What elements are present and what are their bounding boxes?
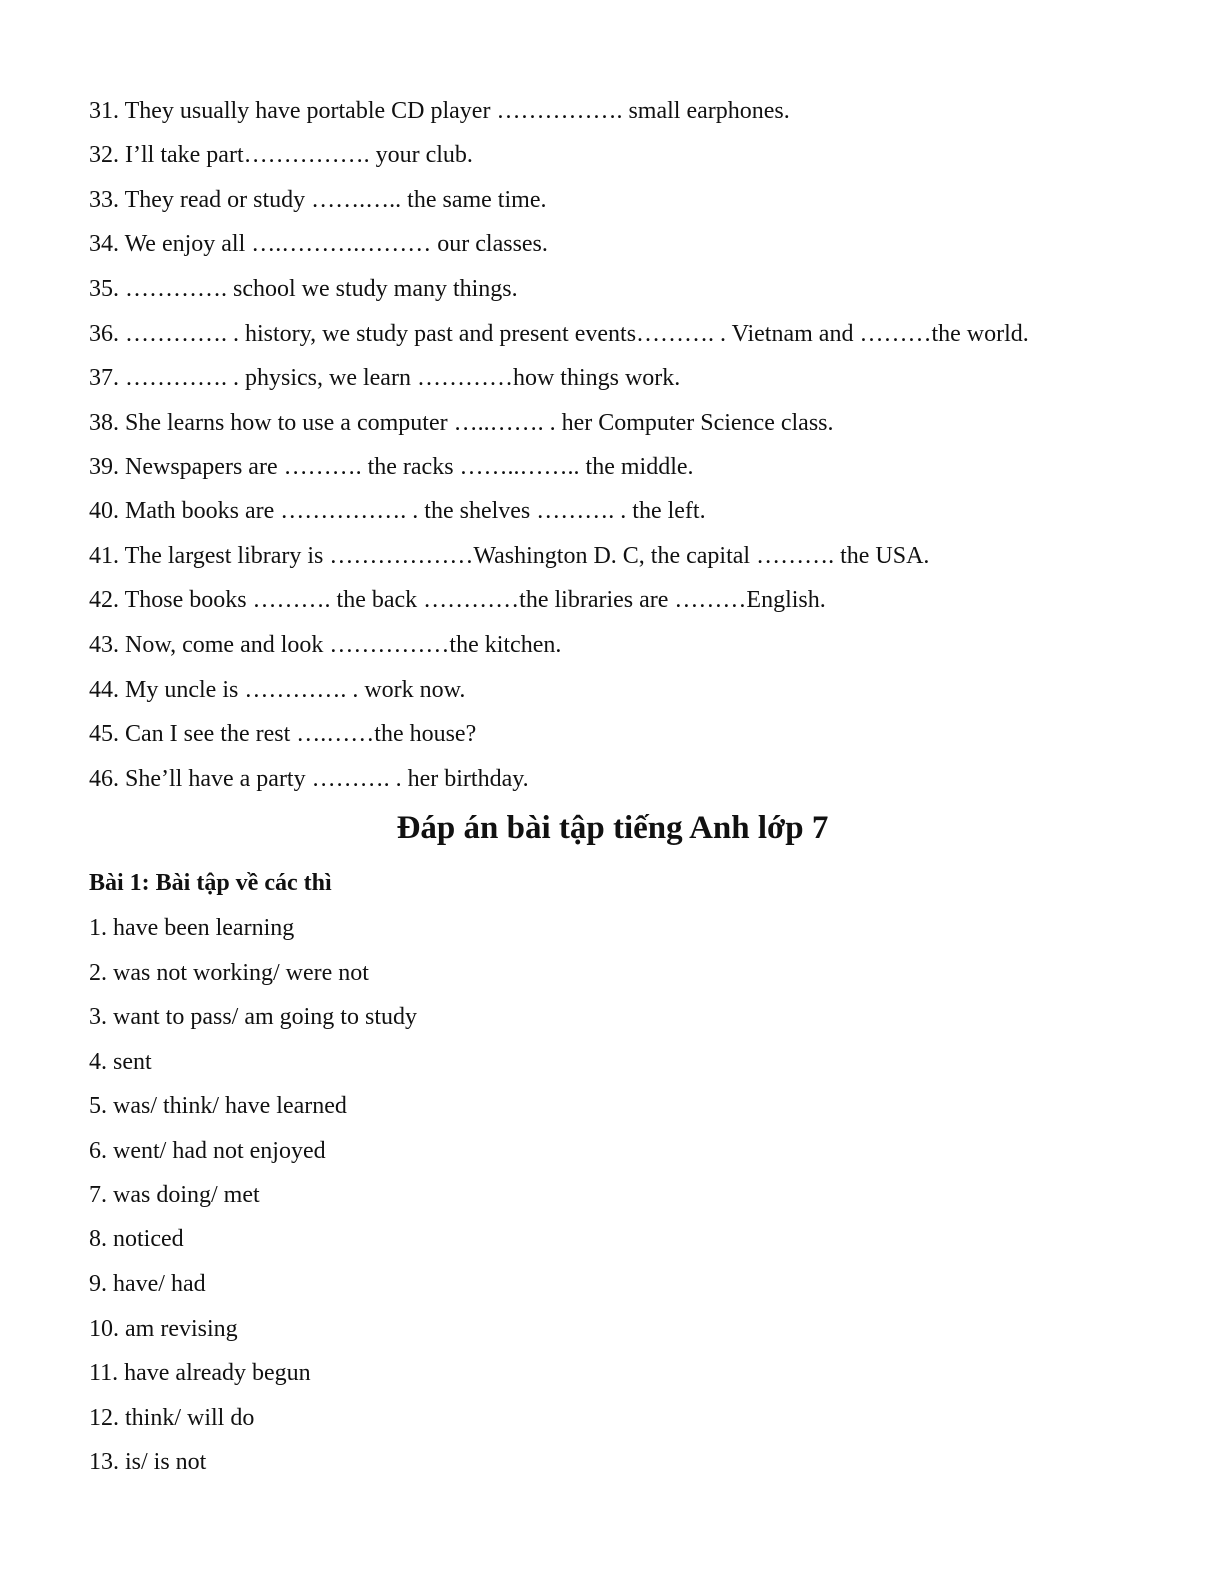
question-36: 36. …………. . history, we study past and present events………. . Vietnam and ………the world. — [89, 321, 1029, 347]
answer-11: 11. have already begun — [89, 1360, 311, 1386]
question-39: 39. Newspapers are ………. the racks ……..…….. the middle. — [89, 454, 694, 480]
answer-key-title: Đáp án bài tập tiếng Anh lớp 7 — [396, 810, 829, 846]
answer-1: 1. have been learning — [89, 915, 295, 941]
answer-6: 6. went/ had not enjoyed — [89, 1138, 326, 1164]
question-33: 33. They read or study …….….. the same time. — [89, 187, 547, 213]
question-43: 43. Now, come and look ……………the kitchen. — [89, 632, 562, 658]
answer-2: 2. was not working/ were not — [89, 960, 369, 986]
question-40: 40. Math books are ……………. . the shelves ………. . the left. — [89, 498, 706, 524]
answer-13: 13. is/ is not — [89, 1449, 207, 1475]
question-38: 38. She learns how to use a computer …..……. . her Computer Science class. — [89, 410, 834, 436]
answer-9: 9. have/ had — [89, 1271, 206, 1297]
answer-10: 10. am revising — [89, 1316, 238, 1342]
answer-12: 12. think/ will do — [89, 1405, 255, 1431]
answer-3: 3. want to pass/ am going to study — [89, 1004, 417, 1030]
question-35: 35. …………. school we study many things. — [89, 276, 518, 302]
question-45: 45. Can I see the rest ….……the house? — [89, 721, 477, 747]
answer-8: 8. noticed — [89, 1226, 184, 1252]
answer-4: 4. sent — [89, 1049, 152, 1075]
answer-5: 5. was/ think/ have learned — [89, 1093, 347, 1119]
question-44: 44. My uncle is …………. . work now. — [89, 677, 466, 703]
question-42: 42. Those books ………. the back …………the libraries are ………English. — [89, 587, 826, 613]
question-32: 32. I’ll take part……………. your club. — [89, 142, 473, 168]
section-1-title: Bài 1: Bài tập về các thì — [89, 870, 332, 896]
question-31: 31. They usually have portable CD player ……………. small earphones. — [89, 98, 790, 124]
answer-7: 7. was doing/ met — [89, 1182, 260, 1208]
question-34: 34. We enjoy all ….……….……… our classes. — [89, 231, 548, 257]
question-37: 37. …………. . physics, we learn …………how things work. — [89, 365, 681, 391]
question-41: 41. The largest library is ………………Washington D. C, the capital ………. the USA. — [89, 543, 930, 569]
question-46: 46. She’ll have a party ………. . her birthday. — [89, 766, 529, 792]
